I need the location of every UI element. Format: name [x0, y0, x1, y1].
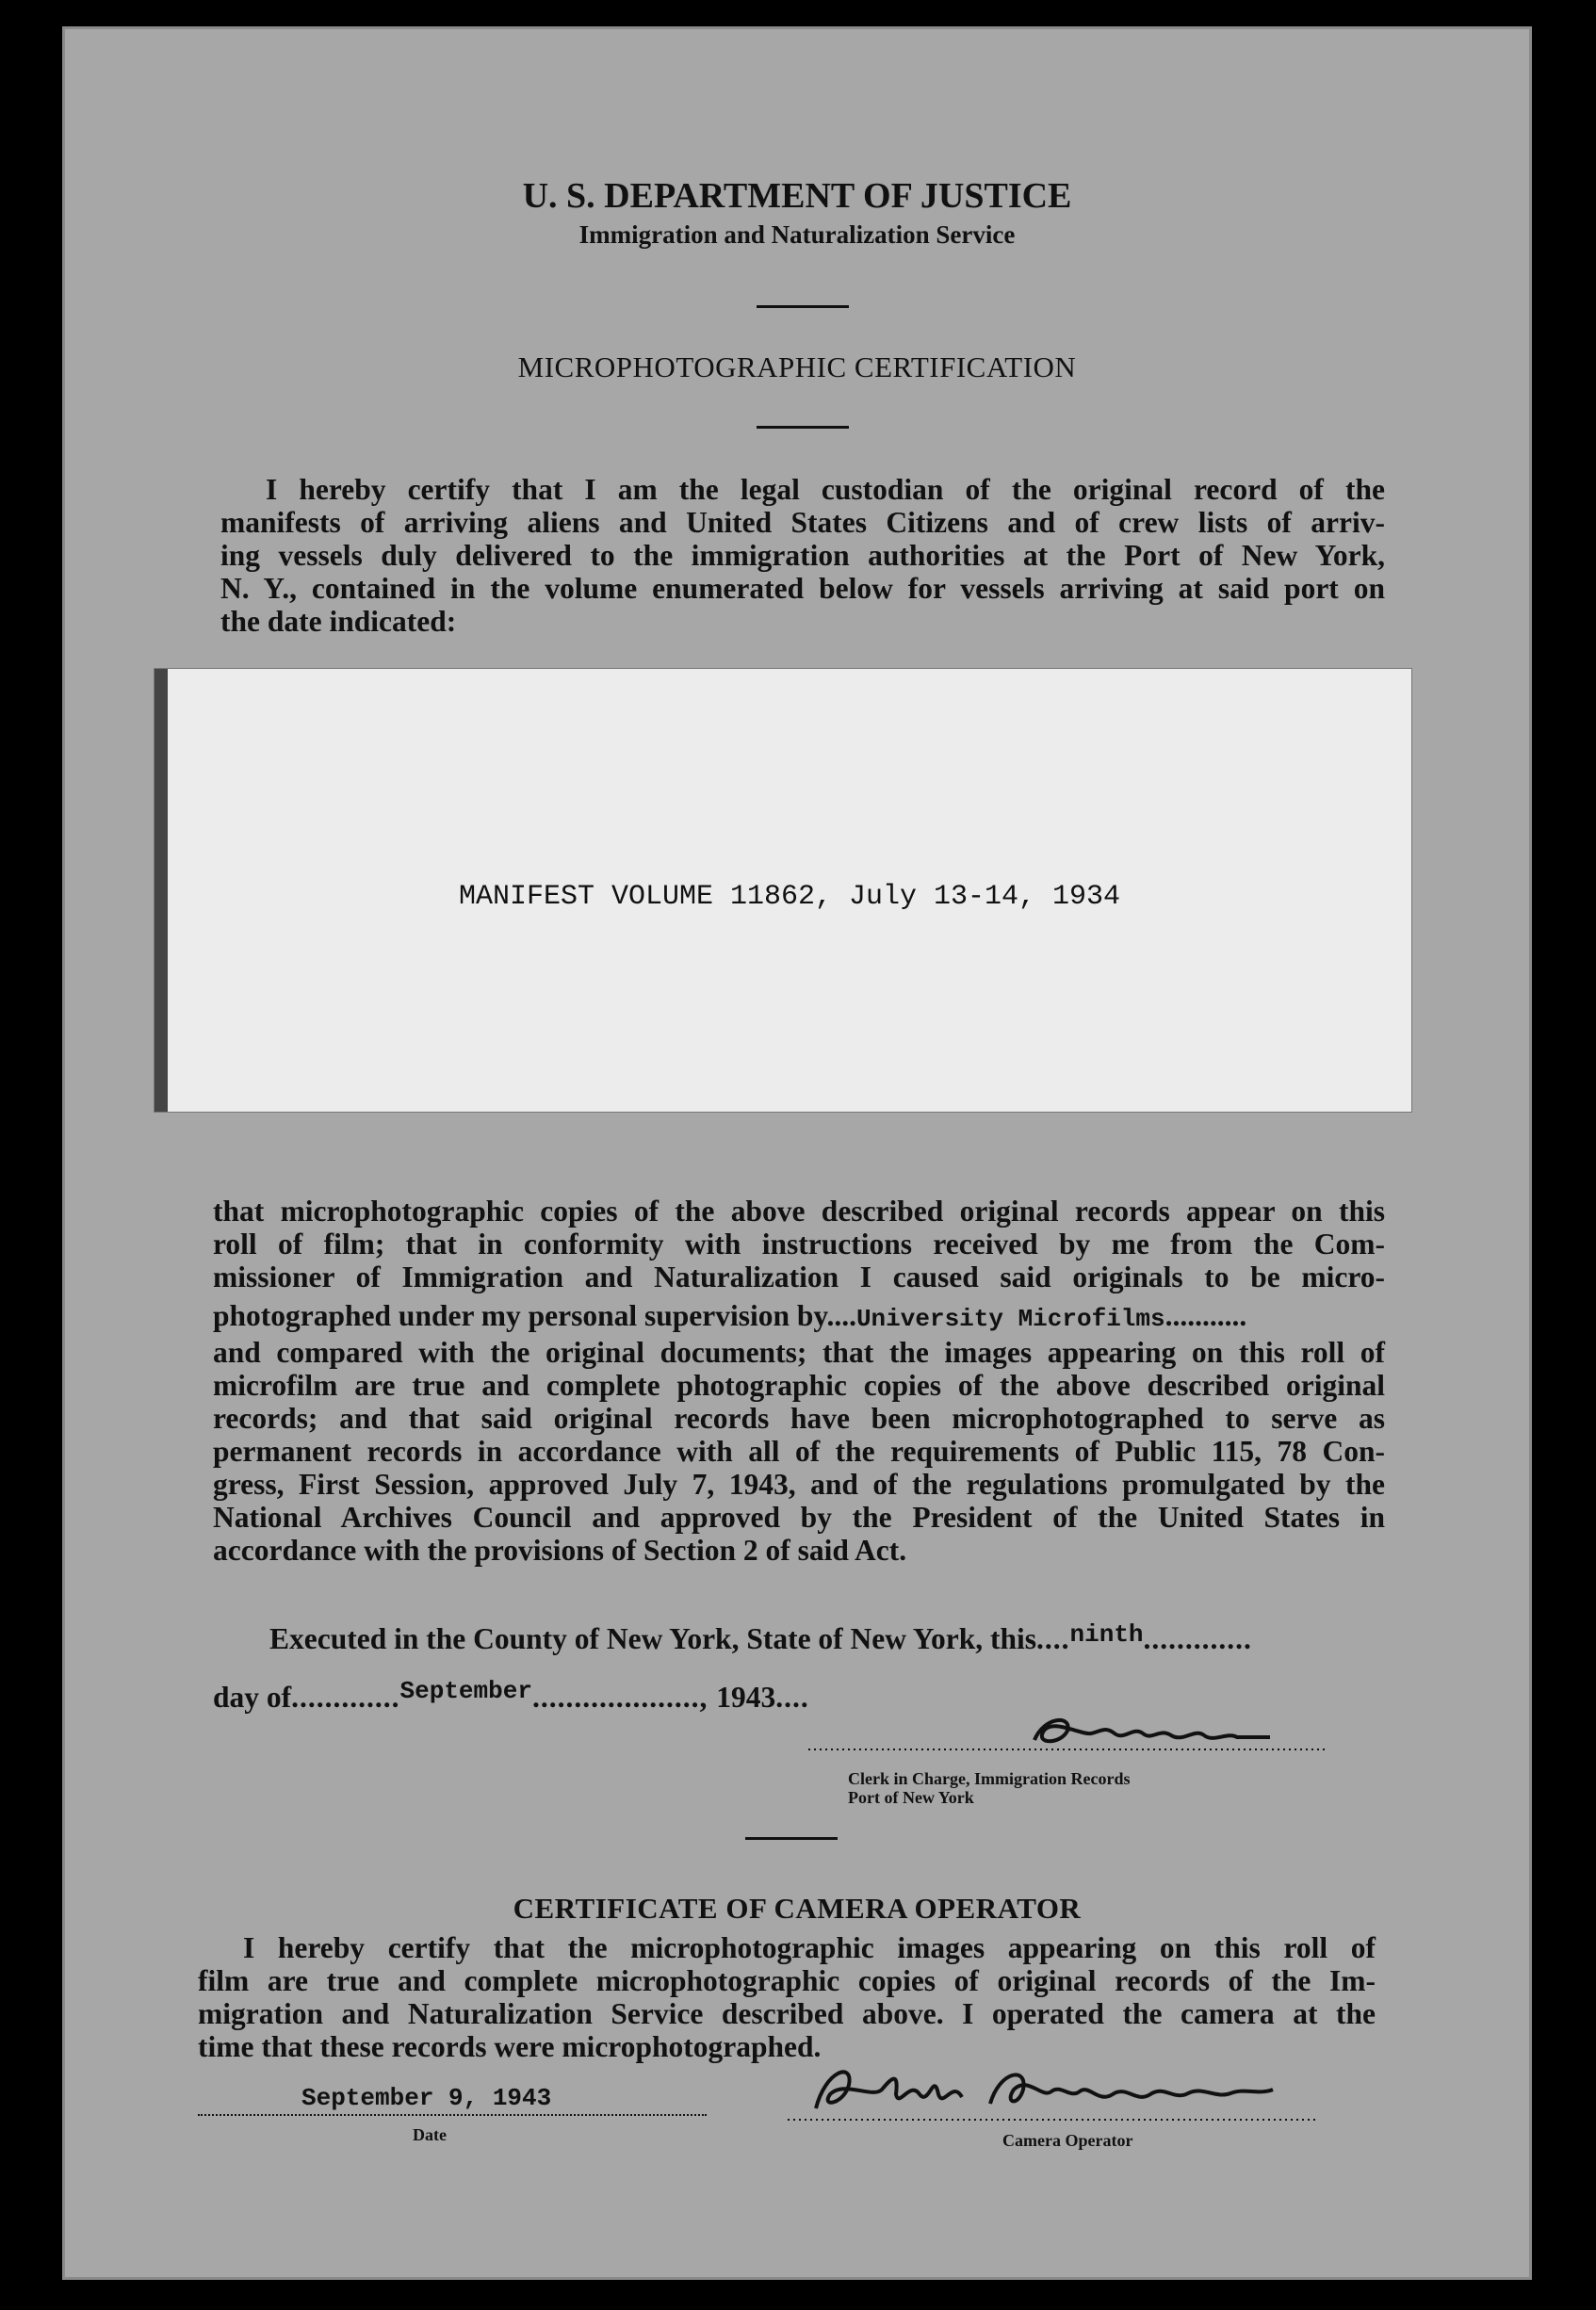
volume-slip	[155, 669, 1411, 1112]
camera-paragraph	[198, 1931, 1376, 2063]
supervisor-name: University Microfilms	[855, 1305, 1165, 1333]
executed-prefix: Executed in the County of New York, State of New York, this	[269, 1622, 1037, 1655]
camera-line: migration and Naturalization Service described above. I operated the camera at the	[198, 1997, 1376, 2030]
certificate-sheet	[62, 26, 1532, 2280]
executed-day: ninth	[1069, 1620, 1144, 1649]
camera-line: I hereby certify that the microphotographic images appearing on this roll of	[243, 1931, 1376, 1964]
operator-caption: Camera Operator	[1002, 2131, 1133, 2150]
clerk-office-line: Port of New York	[848, 1788, 974, 1807]
divider	[757, 426, 849, 429]
executed-month: September	[399, 1677, 532, 1705]
body-line: gress, First Session, approved July 7, 1943, and of the regulations promulgated by the	[213, 1468, 1385, 1501]
intro-line: the date indicated:	[220, 605, 457, 638]
clerk-title-line: Clerk in Charge, Immigration Records	[848, 1769, 1131, 1788]
body-paragraph	[213, 1195, 1385, 1567]
camera-heading: CERTIFICATE OF CAMERA OPERATOR	[513, 1892, 1082, 1925]
date-field	[198, 2084, 707, 2122]
intro-line: ing vessels duly delivered to the immigration authorities at the Port of New York,	[220, 539, 1385, 572]
executed-line: Executed in the County of New York, State of New York, this....$^{ninth}$.............	[269, 1620, 1252, 1655]
camera-line: film are true and complete microphotographic copies of original records of the Im-	[198, 1964, 1376, 1997]
intro-line: I hereby certify that I am the legal custodian of the original record of the	[266, 473, 1385, 506]
body-line: accordance with the provisions of Section 2 of said Act.	[213, 1534, 907, 1567]
body-line: roll of film; that in conformity with instructions received by me from the Com-	[213, 1228, 1385, 1261]
intro-paragraph	[220, 473, 1385, 638]
service-subheading: Immigration and Naturalization Service	[578, 220, 1016, 249]
operator-signature	[788, 2052, 1315, 2127]
body-line: that microphotographic copies of the above described original records appear on this	[213, 1195, 1385, 1228]
camera-line: time that these records were microphotographed.	[198, 2030, 822, 2063]
operator-date: September 9, 1943	[301, 2084, 552, 2112]
divider	[745, 1837, 838, 1840]
intro-line: manifests of arriving aliens and United States Citizens and of crew lists of arriv-	[220, 506, 1385, 539]
form-title: MICROPHOTOGRAPHIC CERTIFICATION	[517, 350, 1077, 383]
supervision-line	[213, 1299, 1385, 1336]
volume-label: MANIFEST VOLUME 11862, July 13-14, 1934	[458, 881, 1121, 913]
body-line: microfilm are true and complete photographic copies of the above described original	[213, 1369, 1385, 1402]
department-heading: U. S. DEPARTMENT OF JUSTICE	[522, 176, 1072, 216]
day-of-label: day of	[213, 1681, 292, 1714]
executed-year: 1943	[716, 1681, 776, 1714]
body-line: National Archives Council and approved by the President of the United States in	[213, 1501, 1385, 1534]
clerk-signature	[808, 1698, 1327, 1764]
supervision-dots: ...........	[1164, 1299, 1247, 1332]
date-line: day of.............$^{September}$...................., 1943....	[213, 1677, 809, 1714]
date-caption: Date	[413, 2125, 447, 2144]
body-line: records; and that said original records have been microphotographed to serve as	[213, 1402, 1385, 1435]
clerk-title	[848, 1769, 1130, 1807]
supervision-prefix: photographed under my personal supervision by....	[213, 1299, 856, 1332]
intro-line: N. Y., contained in the volume enumerated below for vessels arriving at said port on	[220, 572, 1385, 605]
body-line: and compared with the original documents; that the images appearing on this roll of	[213, 1336, 1385, 1369]
body-line: permanent records in accordance with all of the requirements of Public 115, 78 Con-	[213, 1435, 1385, 1468]
body-line: missioner of Immigration and Naturalization I caused said originals to be micro-	[213, 1261, 1385, 1293]
divider	[757, 305, 849, 308]
